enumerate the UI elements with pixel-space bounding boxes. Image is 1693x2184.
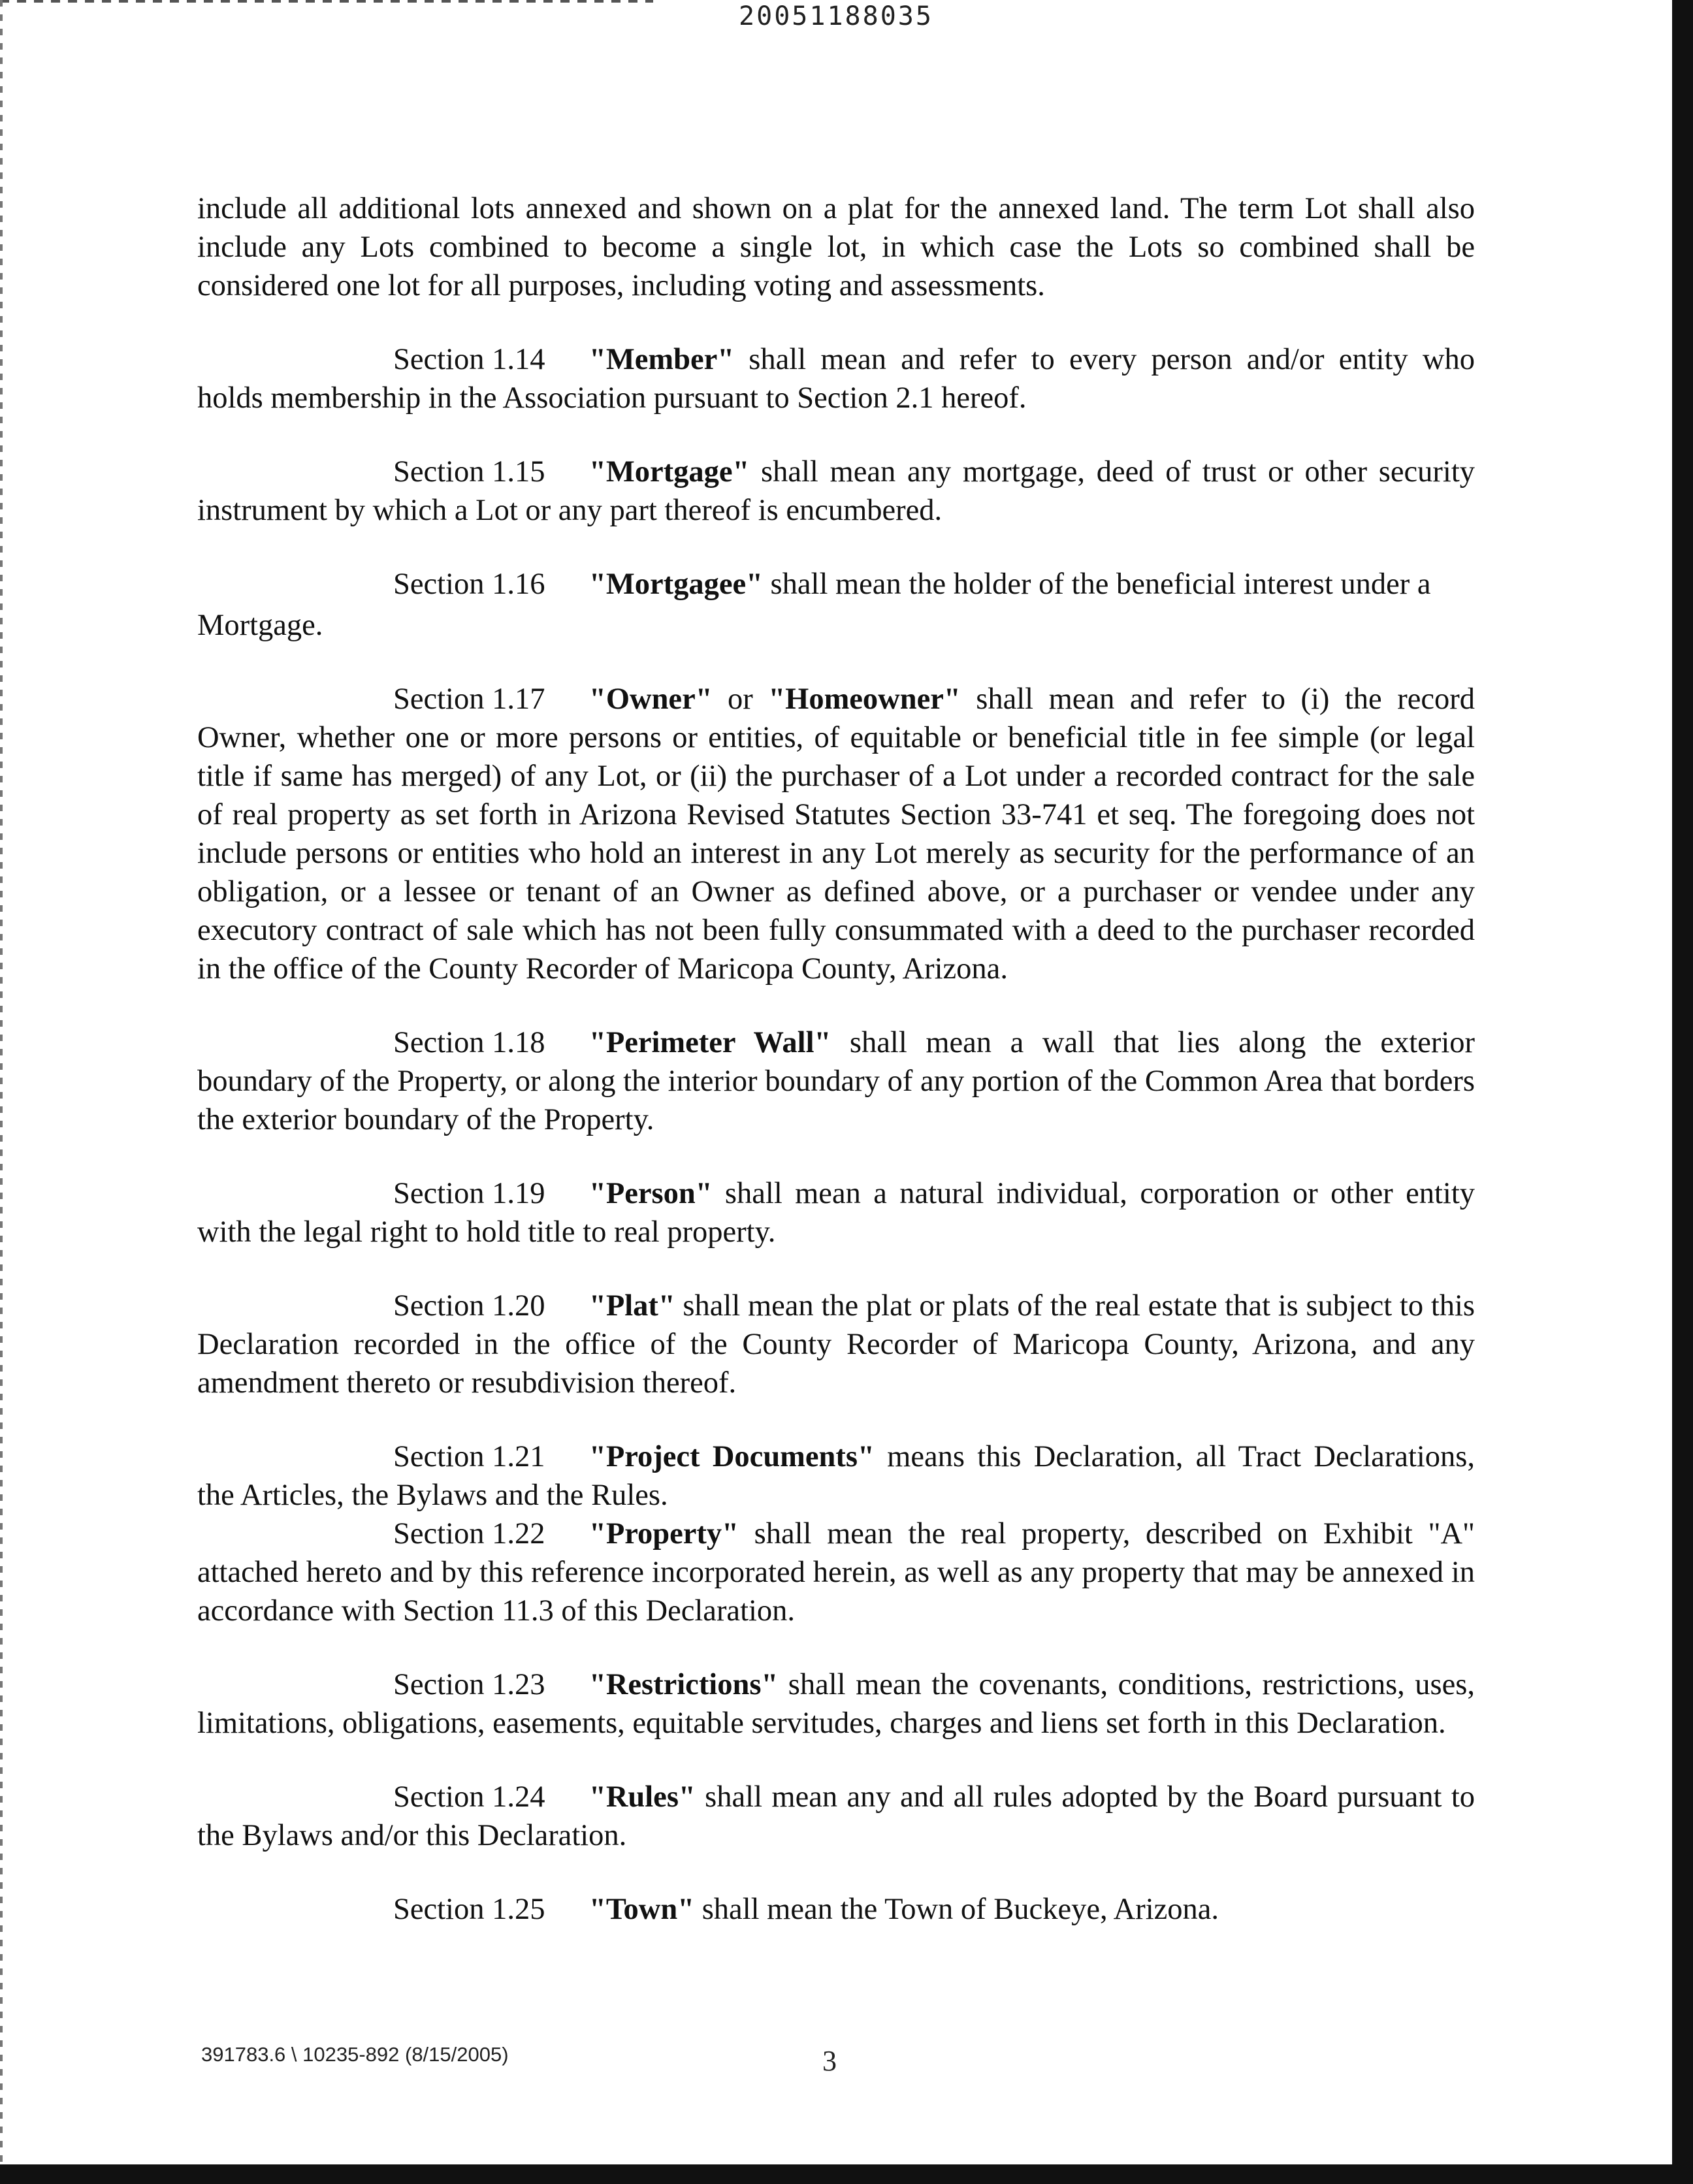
recording-number: 20051188035	[739, 1, 933, 31]
section-1-15	[197, 453, 1475, 530]
connector-text: or	[712, 682, 769, 716]
section-number: Section 1.19	[393, 1177, 545, 1210]
scan-artifact-left-edge	[0, 0, 3, 2175]
section-1-24	[197, 1778, 1475, 1855]
scan-border-right	[1672, 0, 1693, 2184]
section-1-25	[197, 1890, 1475, 1929]
section-1-21	[197, 1437, 1475, 1515]
section-number: Section 1.25	[393, 1893, 545, 1926]
section-1-16	[197, 565, 1475, 645]
section-text: means this Declaration, all Tract Declarations, the Articles, the Bylaws and the Rules.	[197, 1440, 1475, 1512]
section-text: shall mean the Town of Buckeye, Arizona.	[694, 1893, 1219, 1926]
section-number: Section 1.20	[393, 1289, 545, 1323]
scan-border-bottom	[0, 2164, 1693, 2184]
section-text: shall mean and refer to (i) the record Owner, whether one or more persons or entities, of equitable or beneficial title in fee simple (or legal title if same has merged) of any Lot, or (ii) the purchaser of a Lot under a recorded contract for the sale of real property as set forth in Arizona Revised Statutes Section 33-741 et seq. The foregoing does not include persons or entities who hold an interest in any Lot merely as security for the performance of an obligation, or a lessee or tenant of an Owner as defined above, or a purchaser or vendee under any executory contract of sale which has not been fully consummated with a deed to the purchaser recorded in the office of the County Recorder of Maricopa County, Arizona.	[197, 682, 1475, 986]
section-text: shall mean a natural individual, corporation or other entity with the legal right to hold title to real property.	[197, 1177, 1475, 1249]
document-body	[197, 189, 1475, 1929]
section-1-20	[197, 1287, 1475, 1402]
defined-term-alt: "Homeowner"	[768, 682, 961, 716]
defined-term: "Plat"	[589, 1289, 675, 1323]
section-text: shall mean the real property, described on Exhibit "A" attached hereto and by this reference incorporated herein, as well as any property that may be annexed in accordance with Section 11.3 of this Declaration.	[197, 1517, 1475, 1628]
defined-term: "Mortgage"	[589, 455, 750, 489]
defined-term: "Restrictions"	[589, 1668, 779, 1701]
defined-term: "Person"	[589, 1177, 713, 1210]
section-1-23	[197, 1665, 1475, 1742]
paragraph-continuation	[197, 189, 1475, 305]
section-text: shall mean any and all rules adopted by the Board pursuant to the Bylaws and/or this Declaration.	[197, 1780, 1475, 1852]
section-text: shall mean the plat or plats of the real estate that is subject to this Declaration recorded in the office of the County Recorder of Maricopa County, Arizona, and any amendment thereto or resubdivision thereof.	[197, 1289, 1475, 1400]
defined-term: "Mortgagee"	[589, 568, 763, 601]
section-1-14	[197, 340, 1475, 417]
paragraph-text: include all additional lots annexed and shown on a plat for the annexed land. The term Lot shall also include any Lots combined to become a single lot, in which case the Lots so combined shall be considered one lot for all purposes, including voting and assessments.	[197, 192, 1475, 302]
section-number: Section 1.17	[393, 682, 545, 716]
section-text: shall mean the holder of the beneficial interest under a	[762, 568, 1431, 601]
footer-document-id: 391783.6 \ 10235-892 (8/15/2005)	[201, 2043, 509, 2066]
section-number: Section 1.22	[393, 1517, 545, 1550]
section-1-18	[197, 1023, 1475, 1139]
defined-term: "Perimeter Wall"	[589, 1026, 831, 1059]
section-number: Section 1.21	[393, 1440, 545, 1473]
section-number: Section 1.14	[393, 343, 545, 376]
section-1-17	[197, 680, 1475, 988]
page-number: 3	[822, 2045, 837, 2077]
section-number: Section 1.23	[393, 1668, 545, 1701]
section-1-19	[197, 1174, 1475, 1251]
section-number: Section 1.18	[393, 1026, 545, 1059]
section-number: Section 1.24	[393, 1780, 545, 1814]
section-number: Section 1.15	[393, 455, 545, 489]
section-number: Section 1.16	[393, 568, 545, 601]
section-text: shall mean a wall that lies along the exterior boundary of the Property, or along the interior boundary of any portion of the Common Area that borders the exterior boundary of the Property.	[197, 1026, 1475, 1136]
defined-term: "Owner"	[589, 682, 713, 716]
section-text: shall mean the covenants, conditions, restrictions, uses, limitations, obligations, easements, equitable servitudes, charges and liens set forth in this Declaration.	[197, 1668, 1475, 1740]
defined-term: "Town"	[589, 1893, 695, 1926]
section-text: shall mean and refer to every person and/or entity who holds membership in the Association pursuant to Section 2.1 hereof.	[197, 343, 1475, 415]
defined-term: "Rules"	[589, 1780, 696, 1814]
defined-term: "Project Documents"	[589, 1440, 875, 1473]
section-text-continued: Mortgage.	[197, 609, 323, 642]
defined-term: "Property"	[589, 1517, 739, 1550]
section-text: shall mean any mortgage, deed of trust or other security instrument by which a Lot or any part thereof is encumbered.	[197, 455, 1475, 527]
defined-term: "Member"	[589, 343, 735, 376]
section-1-22	[197, 1515, 1475, 1630]
